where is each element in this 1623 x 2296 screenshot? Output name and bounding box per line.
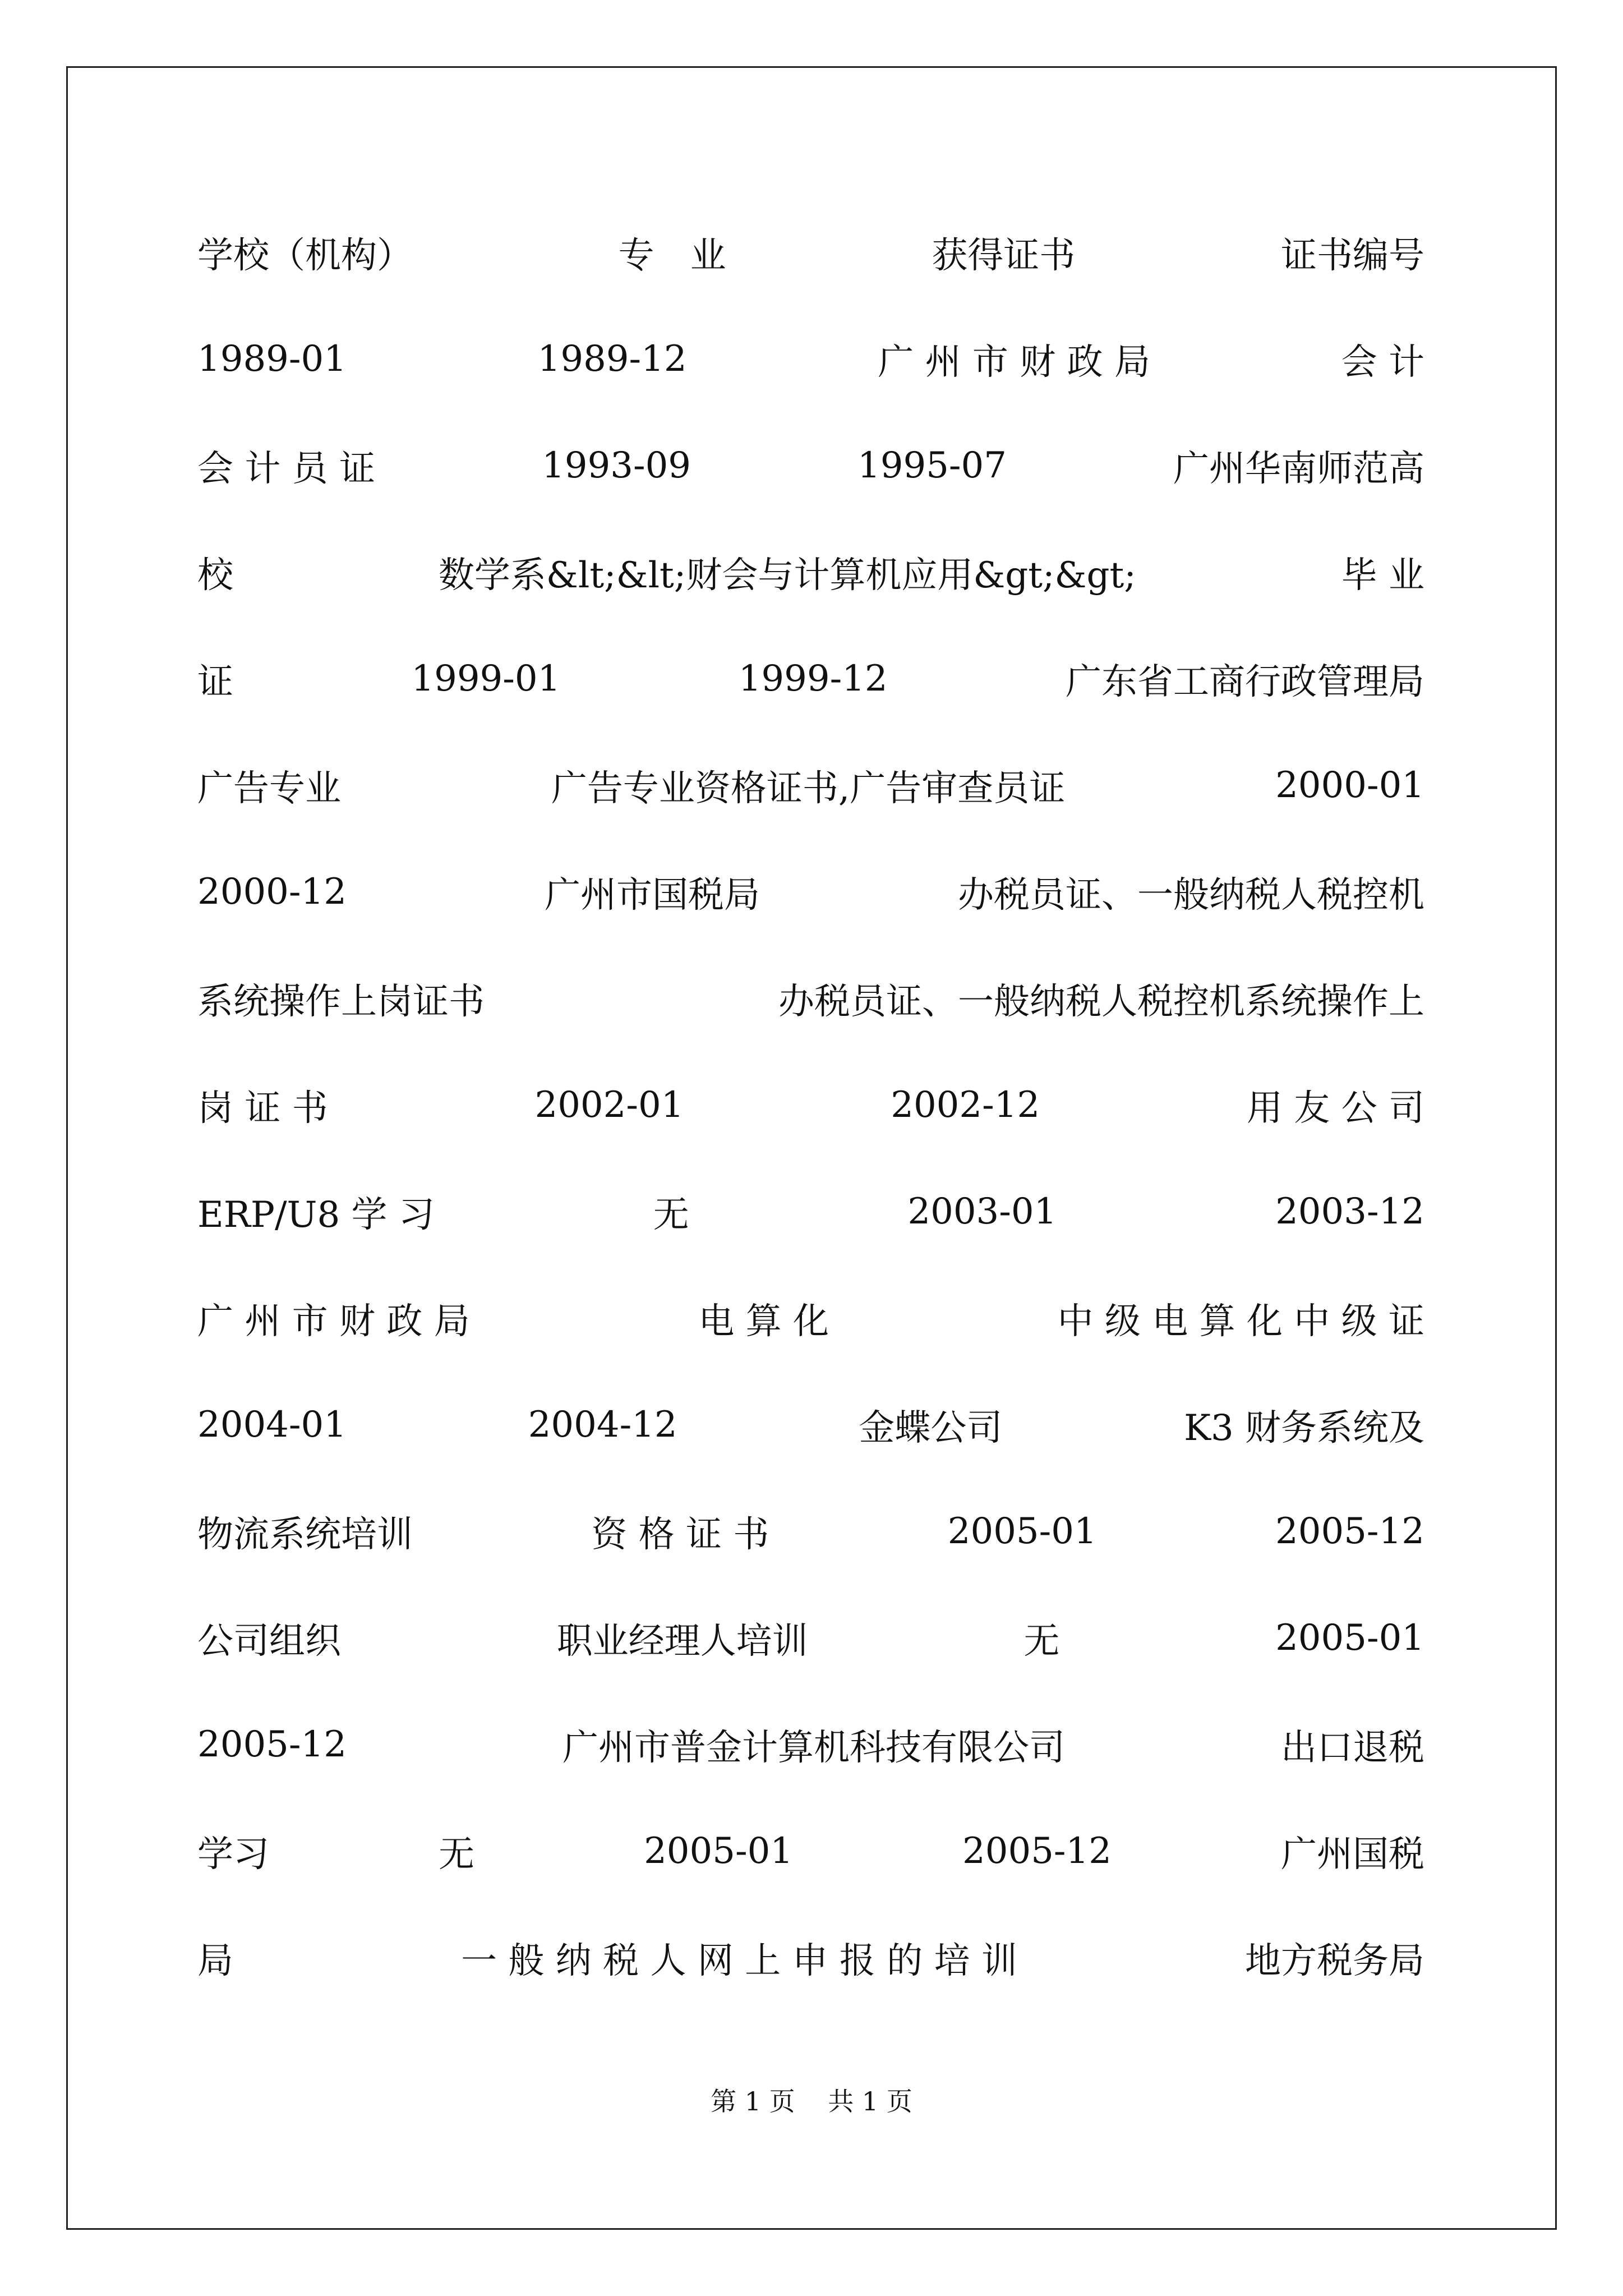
text-cell: 广州国税 [1281, 1834, 1424, 1875]
text-cell: 广告专业 [197, 768, 341, 809]
text-cell: 2003-01 [907, 1191, 1057, 1232]
text-line [197, 648, 1424, 710]
page-total: 共 1 页 [828, 2086, 912, 2116]
text-line [197, 1074, 1424, 1136]
text-cell: 1999-01 [411, 658, 561, 700]
text-cell: 办税员证、一般纳税人税控机 [958, 875, 1424, 916]
text-line [197, 541, 1424, 603]
text-line [197, 968, 1424, 1029]
text-cell: ERP/U8 学 习 [197, 1194, 435, 1236]
page-footer [0, 2081, 1623, 2118]
text-line [197, 1181, 1424, 1243]
text-line [197, 222, 1424, 283]
text-cell: 广 州 市 财 政 局 [878, 342, 1150, 383]
text-cell: 无 [1023, 1621, 1060, 1662]
text-cell: 2005-01 [947, 1511, 1097, 1552]
text-cell: 2000-01 [1275, 765, 1424, 806]
text-cell: 2004-01 [197, 1404, 347, 1446]
text-cell: 会 计 [1341, 342, 1424, 383]
text-cell: 用 友 公 司 [1246, 1088, 1424, 1129]
text-cell: 广东省工商行政管理局 [1066, 661, 1424, 703]
text-cell: 中 级 电 算 化 中 级 证 [1057, 1301, 1424, 1342]
text-cell: 1989-01 [197, 338, 347, 380]
text-cell: 岗 证 书 [197, 1088, 328, 1129]
text-cell: K3 财务系统及 [1184, 1407, 1424, 1449]
text-cell: 职业经理人培训 [556, 1621, 808, 1662]
text-line [197, 861, 1424, 923]
text-cell: 广州市国税局 [544, 875, 760, 916]
text-cell: 2000-12 [197, 871, 347, 913]
text-line [197, 1501, 1424, 1562]
text-line [197, 1287, 1424, 1349]
text-cell: 会 计 员 证 [197, 448, 376, 490]
text-line [197, 1607, 1424, 1669]
text-cell: 证 [197, 661, 233, 703]
text-cell: 地方税务局 [1245, 1940, 1424, 1982]
text-line [197, 435, 1424, 496]
text-cell: 2005-01 [644, 1830, 793, 1872]
text-cell: 学习 [197, 1834, 269, 1875]
text-cell: 无 [439, 1834, 475, 1875]
text-cell: 2005-12 [1275, 1511, 1424, 1552]
page-number: 第 1 页 [711, 2086, 795, 2116]
page-border [66, 66, 1557, 2230]
text-cell: 一 般 纳 税 人 网 上 申 报 的 培 训 [461, 1940, 1017, 1982]
text-cell: 公司组织 [197, 1621, 341, 1662]
text-cell: 广州华南师范高 [1173, 448, 1424, 490]
text-cell: 2005-12 [962, 1830, 1112, 1872]
text-cell: 金蝶公司 [859, 1407, 1003, 1449]
text-cell: 2005-01 [1275, 1617, 1424, 1659]
text-line [197, 328, 1424, 390]
text-cell: 2004-12 [528, 1404, 677, 1446]
text-cell: 物流系统培训 [197, 1514, 413, 1556]
text-line [197, 1820, 1424, 1882]
text-cell: 1989-12 [537, 338, 687, 380]
text-cell: 广州市普金计算机科技有限公司 [562, 1727, 1065, 1769]
text-cell: 1995-07 [857, 445, 1007, 486]
text-cell: 电 算 化 [698, 1301, 829, 1342]
text-cell: 系统操作上岗证书 [197, 981, 485, 1023]
text-cell: 证书编号 [1280, 235, 1424, 277]
text-cell: 2002-01 [534, 1084, 684, 1126]
text-line [197, 754, 1424, 816]
text-cell: 广 州 市 财 政 局 [197, 1301, 470, 1342]
text-cell: 学校（机构） [197, 235, 413, 277]
text-line [197, 1927, 1424, 1989]
text-cell: 毕 业 [1341, 555, 1424, 596]
text-cell: 2002-12 [891, 1084, 1040, 1126]
text-cell: 局 [197, 1940, 233, 1982]
text-cell: 广告专业资格证书,广告审查员证 [551, 768, 1066, 809]
text-cell: 数学系&lt;&lt;财会与计算机应用&gt;&gt; [438, 555, 1136, 596]
text-cell: 2003-12 [1275, 1191, 1424, 1232]
text-cell: 获得证书 [932, 235, 1076, 277]
text-cell: 资 格 证 书 [591, 1514, 769, 1556]
text-line [197, 1714, 1424, 1775]
text-cell: 1999-12 [738, 658, 888, 700]
text-cell: 专 业 [618, 235, 726, 277]
text-cell: 出口退税 [1281, 1727, 1424, 1769]
text-line [197, 1394, 1424, 1456]
text-cell: 无 [653, 1194, 689, 1236]
text-cell: 2005-12 [197, 1724, 347, 1765]
text-cell: 校 [197, 555, 233, 596]
text-cell: 办税员证、一般纳税人税控机系统操作上 [778, 981, 1424, 1023]
text-cell: 1993-09 [542, 445, 691, 486]
